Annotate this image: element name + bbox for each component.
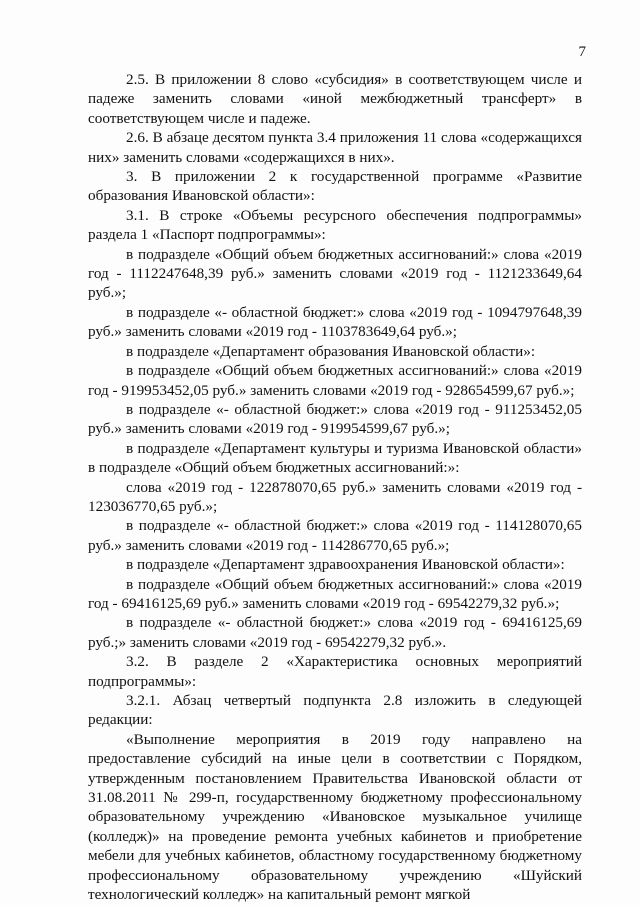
document-body — [88, 70, 582, 904]
paragraph-3-2: 3.2. В разделе 2 «Характеристика основных мероприятий подпрограммы»: — [88, 653, 582, 690]
paragraph-health-department: в подразделе «Департамент здравоохранения Ивановской области»: — [126, 556, 565, 574]
paragraph-new-wording: «Выполнение мероприятия в 2019 году направлено на предоставление субсидий на иные цели в соответствии с Порядком, утвержденным постановлением Правительства Ивановской области от 31.08.2011 № 299-п, государственному бюджетному профессиональному образовательному учреждению «Ивановское музыкальное училище (колледж)» на проведение ремонта учебных кабинетов и приобретение мебели для учебных кабинетов, областному государственному бюджетному профессиональному образовательному учреждению «Шуйский технологический колледж» на капитальный ремонт мягкой — [88, 730, 582, 904]
paragraph-health-regional: в подразделе «- областной бюджет:» слова «2019 год - 69416125,69 руб.;» заменить словами «2019 год - 69542279,32 руб.». — [88, 614, 582, 651]
paragraph-health-total: в подразделе «Общий объем бюджетных ассигнований:» слова «2019 год - 69416125,69 руб.» заменить словами «2019 год - 69542279,32 руб.»; — [88, 575, 582, 612]
page-number: 7 — [578, 44, 586, 60]
paragraph-culture-department: в подразделе «Департамент культуры и туризма Ивановской области» в подразделе «Общий объем бюджетных ассигнований:»: — [88, 439, 582, 477]
paragraph-regional-budget: в подразделе «- областной бюджет:» слова «2019 год - 1094797648,39 руб.» заменить словами «2019 год - 1103783649,64 руб.»; — [88, 303, 582, 341]
paragraph-culture-total: слова «2019 год - 122878070,65 руб.» заменить словами «2019 год - 123036770,65 руб.»; — [88, 478, 582, 515]
paragraph-3: 3. В приложении 2 к государственной программе «Развитие образования Ивановской области»: — [88, 168, 582, 205]
paragraph-education-regional: в подразделе «- областной бюджет:» слова «2019 год - 911253452,05 руб.» заменить словами «2019 год - 919954599,67 руб.»; — [88, 400, 582, 438]
paragraph-3-2-1: 3.2.1. Абзац четвертый подпункта 2.8 изложить в следующей редакции: — [88, 692, 582, 729]
paragraph-education-total: в подразделе «Общий объем бюджетных ассигнований:» слова «2019 год - 919953452,05 руб.» заменить словами «2019 год - 928654599,67 руб.»; — [88, 362, 582, 399]
paragraph-culture-regional: в подразделе «- областной бюджет:» слова «2019 год - 114128070,65 руб.» заменить словами «2019 год - 114286770,65 руб.»; — [88, 517, 582, 554]
paragraph-2-5: 2.5. В приложении 8 слово «субсидия» в соответствующем числе и падеже заменить словами «иной межбюджетный трансферт» в соответствующем числе и падеже. — [88, 71, 582, 127]
paragraph-total-allocations: в подразделе «Общий объем бюджетных ассигнований:» слова «2019 год - 1112247648,39 руб.» заменить словами «2019 год - 1121233649,64 руб.»; — [88, 245, 582, 302]
paragraph-3-1: 3.1. В строке «Объемы ресурсного обеспечения подпрограммы» раздела 1 «Паспорт подпрограммы»: — [88, 206, 582, 244]
paragraph-2-6: 2.6. В абзаце десятом пункта 3.4 приложения 11 слова «содержащихся них» заменить словами «содержащихся в них». — [88, 129, 582, 166]
paragraph-education-department: в подразделе «Департамент образования Ивановской области»: — [126, 342, 536, 360]
